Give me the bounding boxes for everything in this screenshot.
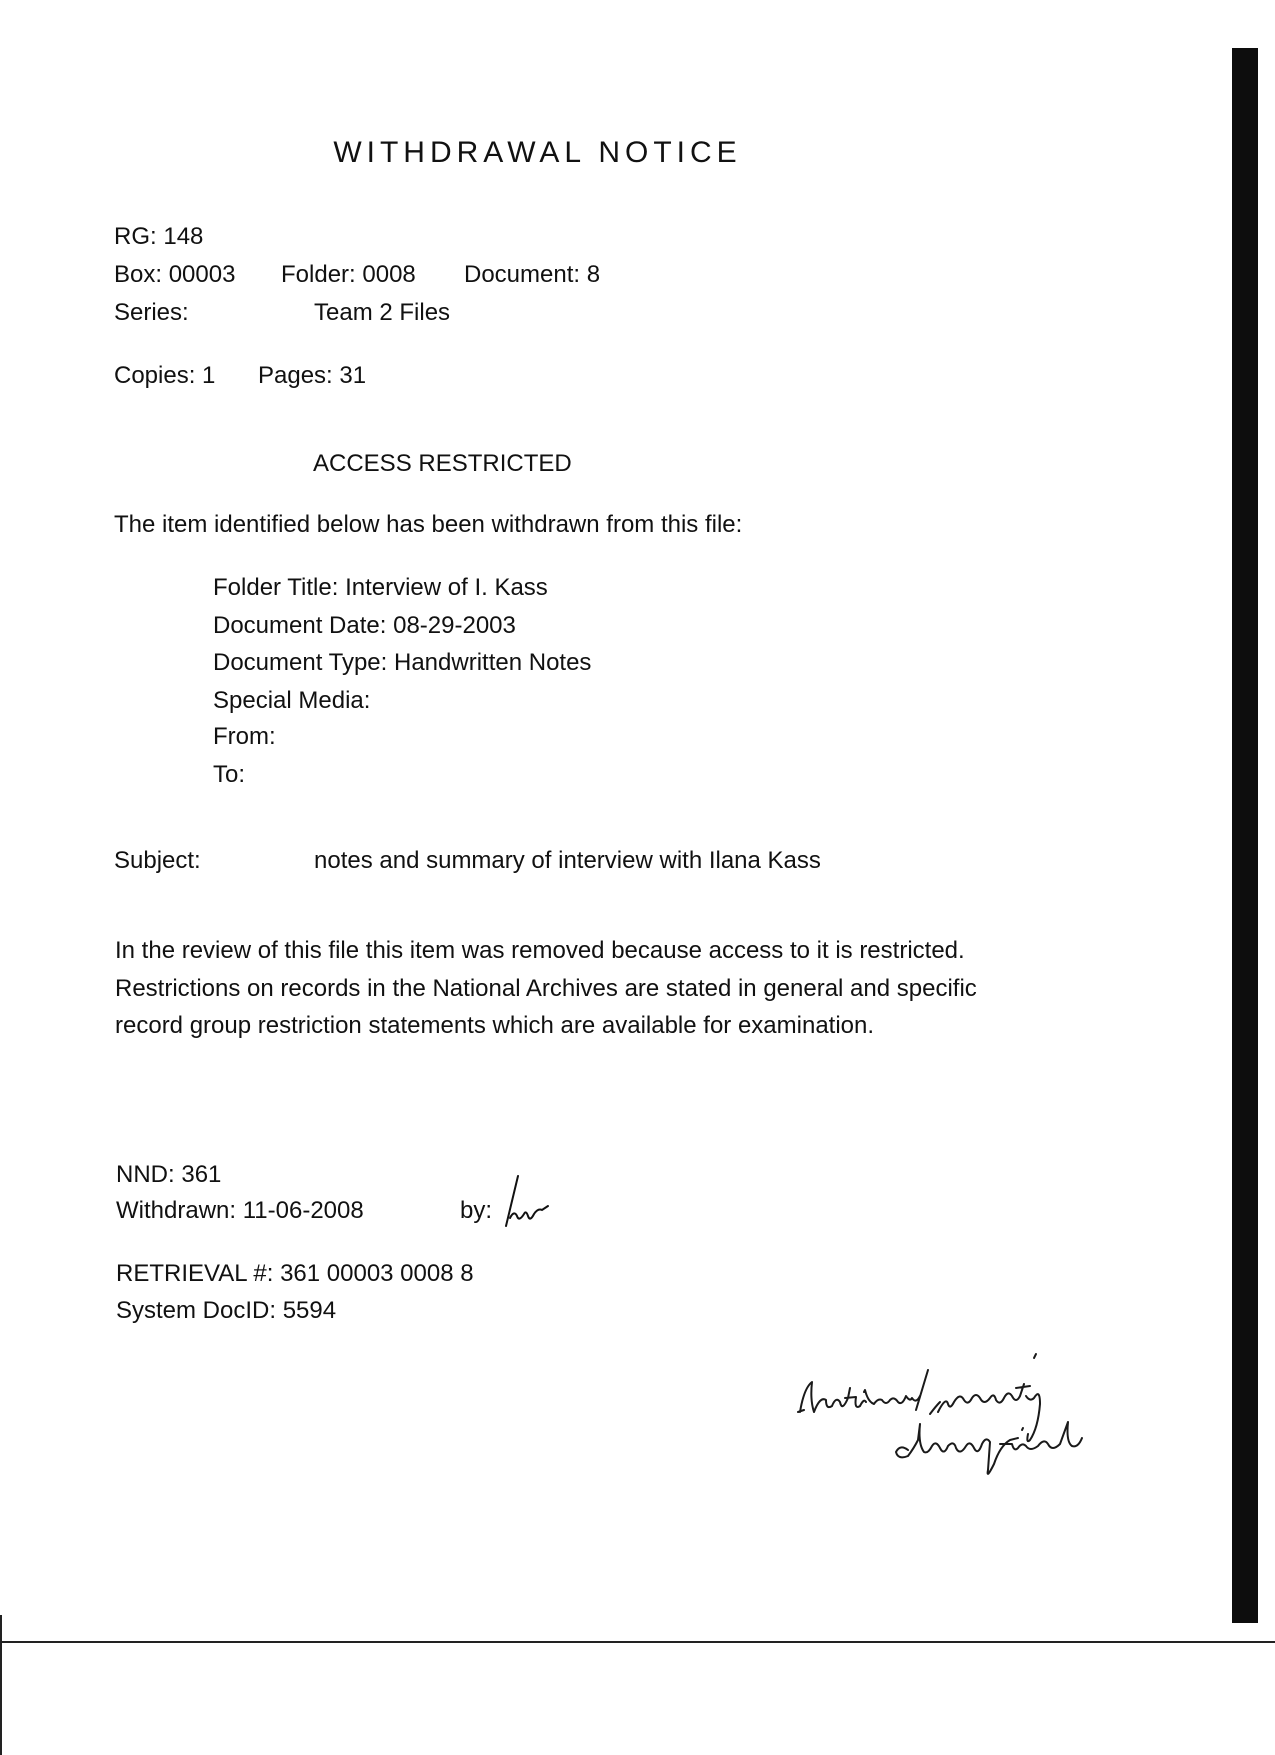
access-restricted-heading: ACCESS RESTRICTED: [313, 450, 572, 477]
by-label: by:: [460, 1197, 493, 1224]
to-label: To:: [213, 761, 246, 788]
document-date-label: Document Date:: [213, 612, 387, 639]
folder-label: Folder:: [281, 261, 356, 288]
box-field: [114, 260, 235, 290]
page-title: WITHDRAWAL NOTICE: [333, 136, 742, 169]
withdrawn-label: Withdrawn:: [116, 1197, 237, 1224]
scan-edge-bar: [1232, 48, 1258, 1623]
folder-title-label: Folder Title:: [213, 574, 339, 601]
review-paragraph: In the review of this file this item was removed because access to it is restricted. Restrictions on records in the National Archives are stated in general and specific record group restriction statements which are available for examination.: [115, 937, 977, 1039]
handwritten-classification-note: [790, 1340, 1220, 1490]
copies-value: 1: [202, 362, 216, 389]
rg-value: 148: [163, 223, 204, 250]
document-date-value: 08-29-2003: [393, 612, 516, 639]
document-type-value: Handwritten Notes: [394, 649, 592, 676]
document-type-label: Document Type:: [213, 649, 388, 676]
folder-title-value: Interview of I. Kass: [345, 574, 548, 601]
withdrawn-value: 11-06-2008: [242, 1197, 364, 1224]
nnd-field: [116, 1160, 221, 1190]
folder-title-field: [213, 573, 548, 603]
document-field: [464, 260, 600, 290]
retrieval-label: RETRIEVAL #:: [116, 1260, 274, 1287]
pages-field: [258, 361, 366, 391]
scan-left-edge: [0, 1615, 2, 1755]
scan-page-divider: [0, 1641, 1275, 1643]
subject-value: notes and summary of interview with Ilana Kass: [314, 847, 821, 874]
folder-field: [281, 260, 416, 290]
nnd-label: NND:: [116, 1161, 175, 1188]
retrieval-field: [116, 1259, 474, 1289]
rg-field: [114, 222, 203, 252]
intro-text: The item identified below has been withdrawn from this file:: [114, 511, 743, 538]
series-value: Team 2 Files: [314, 299, 451, 326]
from-label: From:: [213, 723, 276, 750]
folder-value: 0008: [362, 261, 416, 288]
copies-field: [114, 361, 215, 391]
box-label: Box:: [114, 261, 163, 288]
withdrawn-field: [116, 1196, 364, 1226]
rg-label: RG:: [114, 223, 157, 250]
pages-label: Pages:: [258, 362, 333, 389]
box-value: 00003: [168, 261, 236, 288]
docid-label: System DocID:: [116, 1297, 277, 1324]
copies-label: Copies:: [114, 362, 196, 389]
retrieval-value: 361 00003 0008 8: [280, 1260, 474, 1287]
pages-value: 31: [339, 362, 367, 389]
subject-label: Subject:: [114, 847, 201, 874]
document-type-field: [213, 648, 591, 678]
docid-field: [116, 1296, 336, 1326]
nnd-value: 361: [181, 1161, 222, 1188]
document-label: Document:: [464, 261, 581, 288]
document-date-field: [213, 611, 516, 641]
initials-signature: [500, 1170, 560, 1230]
special-media-label: Special Media:: [213, 687, 371, 714]
docid-value: 5594: [282, 1297, 337, 1324]
document-value: 8: [586, 261, 601, 288]
series-label: Series:: [114, 299, 189, 326]
